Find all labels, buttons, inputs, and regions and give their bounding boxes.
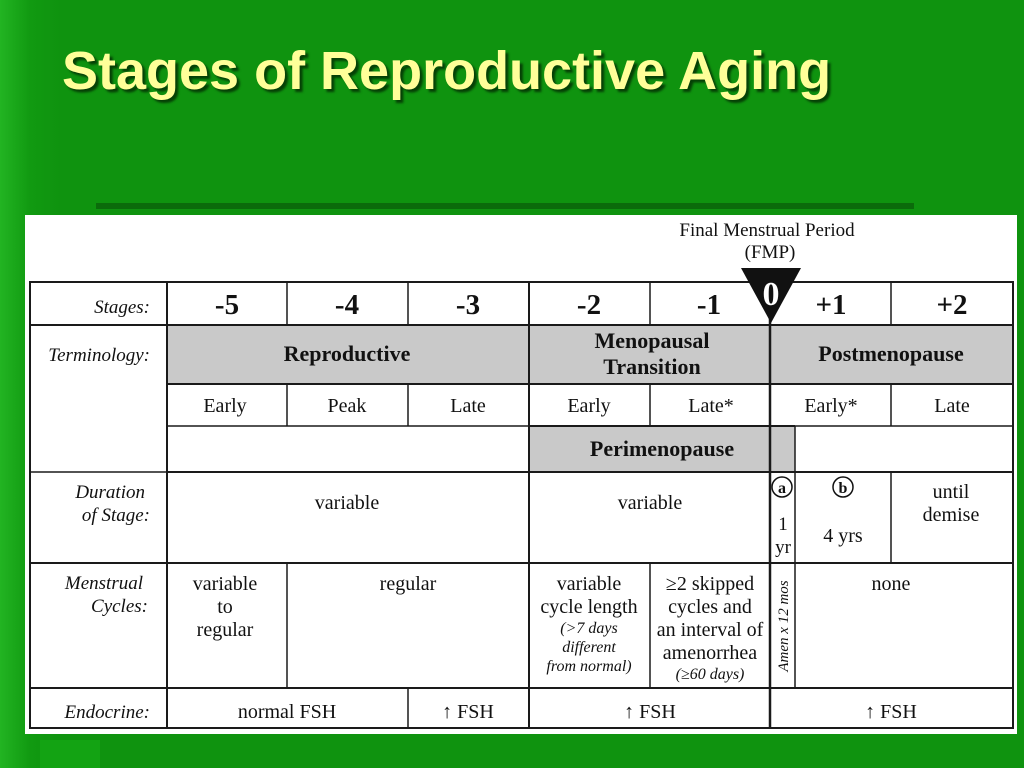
duration-late-2: demise — [922, 504, 980, 526]
substage-cell: Early — [203, 395, 247, 417]
cycles-label-2: Cycles: — [91, 596, 148, 617]
substage-cell: Late — [450, 395, 486, 417]
slide-title: Stages of Reproductive Aging — [62, 41, 832, 101]
cycles-s5-2: to — [217, 596, 233, 618]
duration-b: 4 yrs — [823, 525, 863, 547]
reproductive-term: Reproductive — [283, 341, 411, 366]
substage-cell: Peak — [327, 395, 367, 417]
stage-cell: -5 — [214, 289, 240, 321]
substage-cell: Early* — [804, 395, 858, 417]
stage-cell: -4 — [334, 289, 360, 321]
duration-a-2: yr — [775, 537, 791, 558]
cycles-s2: variable — [556, 573, 622, 595]
stages-label: Stages: — [94, 297, 150, 318]
substage-cell: Late — [934, 395, 970, 417]
cycles-label: Menstrual — [64, 573, 143, 594]
cycles-s1-5: (≥60 days) — [675, 666, 745, 683]
duration-late-1: until — [932, 481, 970, 503]
substage-cell: Early — [567, 395, 611, 417]
perimenopause-term: Perimenopause — [589, 436, 735, 461]
duration-label-2: of Stage: — [81, 505, 150, 526]
cycles-none: none — [871, 573, 911, 595]
cycles-s5-3: regular — [196, 619, 254, 641]
fmp-label: Final Menstrual Period — [679, 220, 855, 241]
stage-cell: +2 — [936, 289, 968, 321]
duration-label: Duration — [75, 482, 145, 503]
a-badge: a — [778, 480, 786, 497]
endocrine-normal: normal FSH — [237, 701, 337, 723]
duration-a-1: 1 — [778, 514, 788, 535]
fmp-abbr: (FMP) — [744, 242, 796, 263]
cycles-s2-2: cycle length — [540, 596, 638, 618]
endocrine-transition: ↑ FSH — [624, 701, 676, 723]
stage-cell: -1 — [696, 289, 722, 321]
b-badge: b — [838, 480, 848, 497]
staging-table — [25, 215, 1017, 734]
cycles-s2-5: from normal) — [546, 658, 632, 675]
stage-cell: +1 — [815, 289, 847, 321]
amenorrhea-12mo: Amen x 12 mos — [776, 580, 792, 672]
duration-reproductive: variable — [314, 492, 380, 514]
stage-cell: -2 — [576, 289, 602, 321]
cycles-regular: regular — [379, 573, 437, 595]
cycles-s1-2: cycles and — [668, 596, 752, 618]
decorative-bar-bottom — [40, 740, 100, 768]
decorative-bar — [96, 203, 914, 209]
cycles-s1-4: amenorrhea — [662, 642, 758, 664]
transition-term-2: Transition — [603, 354, 701, 379]
postmenopause-term: Postmenopause — [818, 341, 964, 366]
cycles-s1: ≥2 skipped — [665, 573, 755, 595]
terminology-label: Terminology: — [48, 345, 150, 366]
cycles-s2-3: (>7 days — [560, 620, 618, 637]
cycles-s5: variable — [192, 573, 258, 595]
duration-transition: variable — [617, 492, 683, 514]
endocrine-post: ↑ FSH — [865, 701, 917, 723]
cycles-s1-3: an interval of — [656, 619, 764, 641]
transition-term: Menopausal — [594, 328, 710, 353]
endocrine-late: ↑ FSH — [442, 701, 494, 723]
substage-cell: Late* — [688, 395, 734, 417]
cycles-s2-4: different — [562, 639, 616, 656]
stage-cell: -3 — [455, 289, 481, 321]
staging-table-panel — [25, 215, 1017, 734]
fmp-marker: 0 — [762, 276, 780, 313]
endocrine-label: Endocrine: — [64, 702, 150, 723]
